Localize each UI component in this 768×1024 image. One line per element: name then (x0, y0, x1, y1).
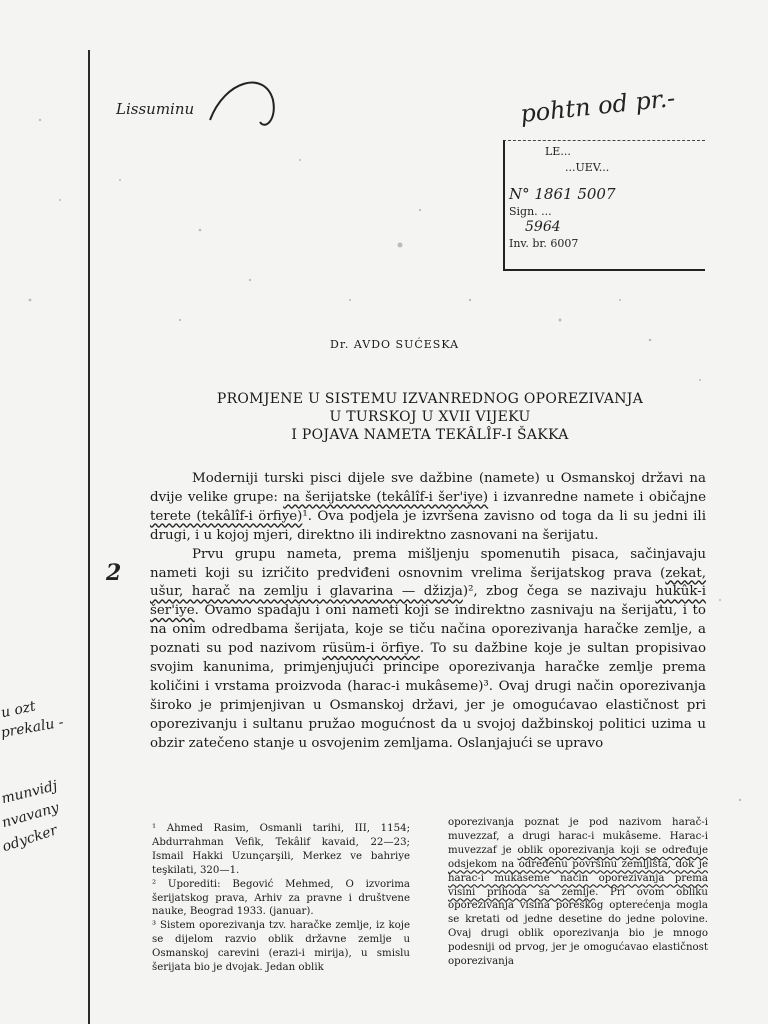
stamp-inventory: Inv. br. 6007 (509, 237, 579, 250)
margin-note: nvavany (0, 799, 61, 832)
handwritten-margin-notes (0, 690, 120, 856)
text-run: . To su dažbine koje je sultan propisivao svojim kanunima, primjenjujući principe oporezivanja haračke zemlje prema količini i vrstama proizvoda (harac-i mukâseme)³. Ovaj drugi način oporezivanja široko je primjenjivan u Osmanskoj državi, jer je omogućavao elastičnost pri oporezivanju i sultanu pružao mogućnost da u svojoj dažbinskoj politici uzima u obzir zatečeno stanje u osvojenim zemljama. Oslanjajući se upravo (150, 641, 707, 751)
stamp-signature-number: 5964 (525, 219, 561, 235)
text-run: oporezivanja poznat je pod nazivom harač-i muvezzaf, a drugi harac-i mukâseme. Harac-i muvezzaf je (448, 817, 708, 856)
stamp-line: ...UEV... (565, 161, 610, 174)
handwritten-note-top-left: Lissuminu (116, 100, 195, 118)
underlined-term: na šerijatske (tekâlîf-i šer'iye) (283, 489, 489, 505)
text-run: )², zbog čega se nazivaju (462, 584, 656, 600)
paragraph (150, 546, 706, 754)
text-run: . Pri ovom obliku oporezivanja visina poreskog opterećenja mogla se kretati od jedne desetine do jedne polovine. Ovaj drugi oblik oporezivanja bio je mnogo podesniji od prvog, jer je omogućavao elastičnost oporezivanja (448, 886, 708, 968)
underlined-term: rüsüm-i örfiye (322, 641, 420, 657)
title-line: U TURSKOJ U XVII VIJEKU (329, 409, 531, 425)
margin-note: odycker (0, 822, 60, 856)
title-line: I POJAVA NAMETA TEKÂLÎF-I ŠAKKA (291, 427, 569, 443)
handwritten-note-top-right: pohtn od pr.- (518, 83, 677, 129)
text-run: Prvu grupu nameta, prema mišljenju spomenutih pisaca, sačinjavaju nameti koji su izričito predviđeni osnovnim vrelima šerijatskog prava ( (150, 546, 706, 581)
footnotes-left-column (152, 822, 410, 975)
margin-rule (88, 50, 90, 1024)
text-run: . Ovamo spadaju i oni nameti koji se indirektno zasnivaju na šerijatu, i to na onim odredbama šerijata, koje se tiču načina oporezivanja haračke zemlje, a poznati su pod nazivom (150, 603, 706, 657)
article-title (140, 390, 720, 444)
handwritten-margin-number: 2 (106, 560, 122, 586)
underlined-term: zekat, ušur, harač na zemlju i glavarina — džizja (150, 565, 706, 600)
stamp-line: Sign. ... (509, 205, 552, 218)
footnotes-right-column (448, 816, 708, 969)
title-line: PROMJENE U SISTEMU IZVANREDNOG OPOREZIVANJA (216, 391, 644, 407)
stamp-number: N° 1861 5007 (509, 185, 616, 203)
text-run: i izvanredne namete i običajne (488, 489, 707, 505)
underlined-term: hukûk-i šer'iye (150, 584, 707, 619)
stamp-line: LE... (545, 145, 571, 158)
underlined-term: oblik oporezivanja koji se određuje odsjekom na određenu površinu zemljišta, dok je harac-i mukâseme način oporezivanja prema visini prihoda sa zemlje (448, 844, 708, 898)
text-run: ¹. Ova podjela je izvršena zavisno od toga da li su jedni ili drugi, i u kojoj mjeri, direktno ili indirektno zasnovani na šerijatu. (150, 508, 706, 543)
footnote: ¹ Ahmed Rasim, Osmanli tarihi, III, 1154; Abdurrahman Vefik, Tekâlif kavaid, 22—23; Ismail Hakki Uzunçarşili, Merkez ve bahriye teşkilati, 320—1. (152, 823, 410, 876)
article-body (150, 470, 706, 754)
author-name: Dr. AVDO SUĆESKA (330, 338, 460, 351)
footnote: ³ Sistem oporezivanja tzv. haračke zemlje, iz koje se dijelom razvio oblik državne zemlje u Osmanskoj carevini (erazi-i mirija), u smislu šerijata bio je dvojak. Jedan oblik (152, 920, 410, 974)
margin-note: u ozt (0, 698, 38, 722)
margin-note: munvidj (0, 777, 60, 808)
margin-note: prekalu - (0, 714, 65, 742)
handwritten-loop (205, 70, 280, 130)
text-run: Moderniji turski pisci dijele sve dažbine (namete) u Osmanskoj državi na dvije velike grupe: (150, 471, 706, 505)
footnote: ² Uporediti: Begović Mehmed, O izvorima šerijatskog prava, Arhiv za pravne i društvene nauke, Beograd 1933. (januar). (152, 878, 410, 918)
underlined-term: terete (tekâlîf-i örfiye) (150, 508, 303, 524)
paragraph (150, 470, 706, 546)
library-stamp (503, 140, 705, 271)
footnote-continuation (448, 816, 708, 969)
